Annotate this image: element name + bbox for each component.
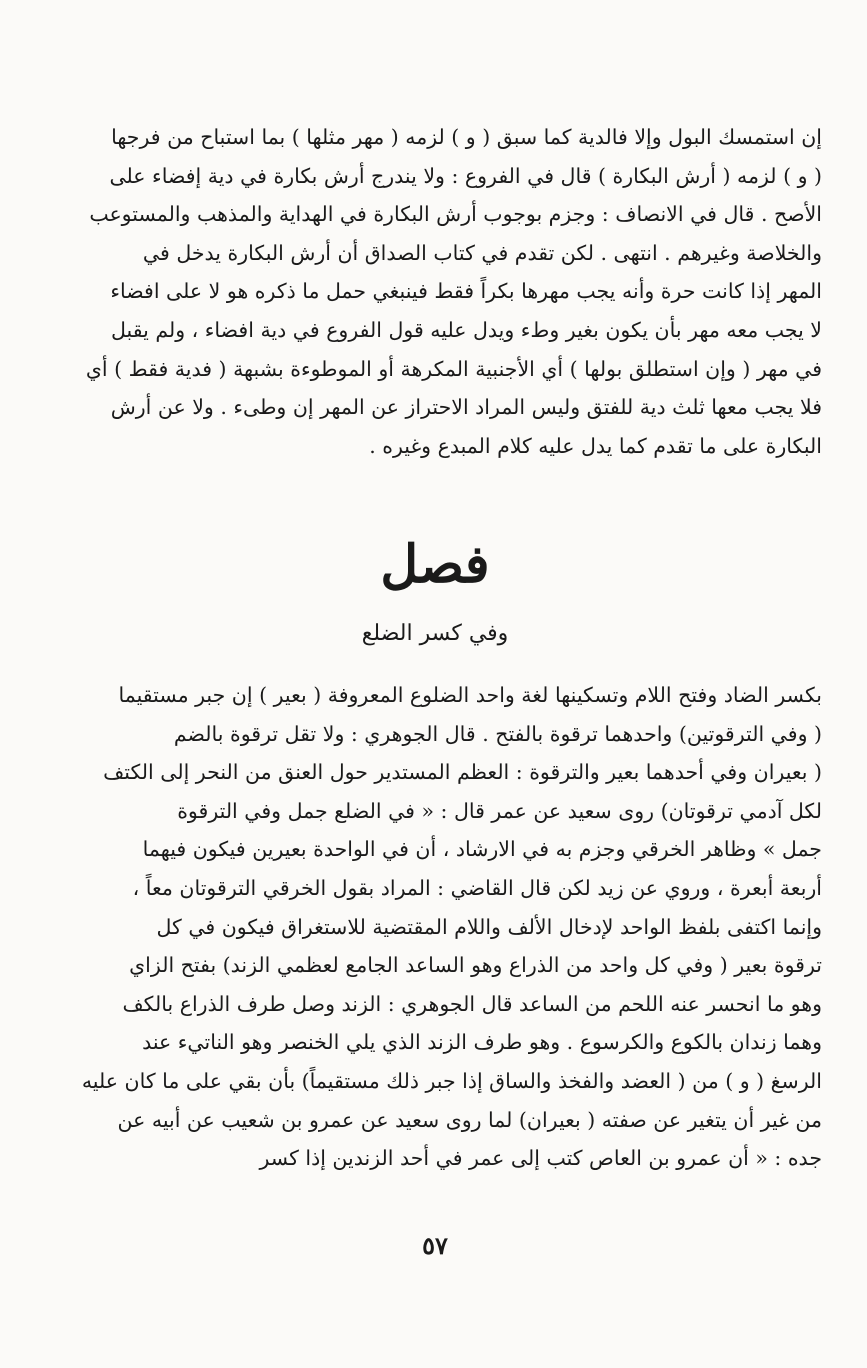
section-subheading: وفي كسر الضلع bbox=[361, 621, 509, 646]
bottom-paragraph bbox=[48, 676, 822, 1178]
text-line: ( بعيران وفي أحدهما بعير والترقوة : العظم المستدير حول العنق من النحر إلى الكتف bbox=[103, 760, 822, 785]
text-line: بكسر الضاد وفتح اللام وتسكينها لغة واحد الضلوع المعروفة ( بعير ) إن جبر مستقيما bbox=[118, 683, 822, 707]
book-page bbox=[48, 118, 822, 1318]
text-line: الأصح . قال في الانصاف : وجزم بوجوب أرش البكارة في الهداية والمذهب والمستوعب bbox=[89, 202, 822, 227]
text-line: إن استمسك البول وإلا فالدية كما سبق ( و ) لزمه ( مهر مثلها ) بما استباح من فرجها bbox=[111, 125, 822, 149]
text-line: ترقوة بعير ( وفي كل واحد من الذراع وهو الساعد الجامع لعظمي الزند) بفتح الزاي bbox=[129, 953, 822, 978]
text-line: من غير أن يتغير عن صفته ( بعيران) لما روى سعيد عن عمرو بن شعيب عن أبيه عن bbox=[117, 1107, 822, 1132]
text-line: وهو ما انحسر عنه اللحم من الساعد قال الجوهري : الزند وصل طرف الذراع بالكف bbox=[122, 991, 822, 1016]
text-line: لا يجب معه مهر بأن يكون بغير وطء ويدل عليه قول الفروع في دية افضاء ، ولم يقبل bbox=[111, 317, 822, 342]
text-line: فلا يجب معها ثلث دية للفتق وليس المراد الاحتراز عن المهر إن وطىء . ولا عن أرش bbox=[110, 395, 822, 420]
text-line: وهما زندان بالكوع والكرسوع . وهو طرف الزند الذي يلي الخنصر وهو الناتيء عند bbox=[142, 1030, 822, 1055]
text-line: لكل آدمي ترقوتان) روى سعيد عن عمر قال : « في الضلع جمل وفي الترقوة bbox=[177, 798, 822, 823]
text-line: جمل » وظاهر الخرقي وجزم به في الارشاد ، أن في الواحدة بعيرين فيكون فيهما bbox=[142, 837, 822, 862]
text-line: البكارة على ما تقدم كما يدل عليه كلام المبدع وغيره . bbox=[369, 433, 822, 458]
top-paragraph bbox=[48, 118, 822, 465]
text-line: جده : « أن عمرو بن العاص كتب إلى عمر في أحد الزندين إذا كسر bbox=[259, 1146, 822, 1171]
text-line: ( و ) لزمه ( أرش البكارة ) قال في الفروع : ولا يندرج أرش بكارة في دية إفضاء على bbox=[109, 163, 822, 188]
text-line: في مهر ( وإن استطلق بولها ) أي الأجنبية المكرهة أو الموطوءة بشبهة ( فدية فقط ) أي bbox=[85, 356, 822, 381]
text-line: ( وفي الترقوتين) واحدهما ترقوة بالفتح . قال الجوهري : ولا تقل ترقوة بالضم bbox=[173, 721, 822, 746]
text-line: المهر إذا كانت حرة وأنه يجب مهرها بكراً فقط فينبغي حمل ما ذكره هو لا على افضاء bbox=[110, 279, 822, 304]
section-heading: فصل bbox=[380, 534, 490, 595]
text-line: وإنما اكتفى بلفظ الواحد لإدخال الألف واللام المقتضية للاستغراق فيكون في كل bbox=[156, 914, 822, 939]
text-line: والخلاصة وغيرهم . انتهى . لكن تقدم في كتاب الصداق أن أرش البكارة يدخل في bbox=[142, 240, 822, 265]
page-number: ٥٧ bbox=[422, 1231, 448, 1260]
text-line: أربعة أبعرة ، وروي عن زيد لكن قال القاضي : المراد بقول الخرقي الترقوتان معاً ، bbox=[132, 875, 822, 900]
text-line: الرسغ ( و ) من ( العضد والفخذ والساق إذا جبر ذلك مستقيماً) بأن بقي على ما كان عليه bbox=[81, 1068, 822, 1093]
